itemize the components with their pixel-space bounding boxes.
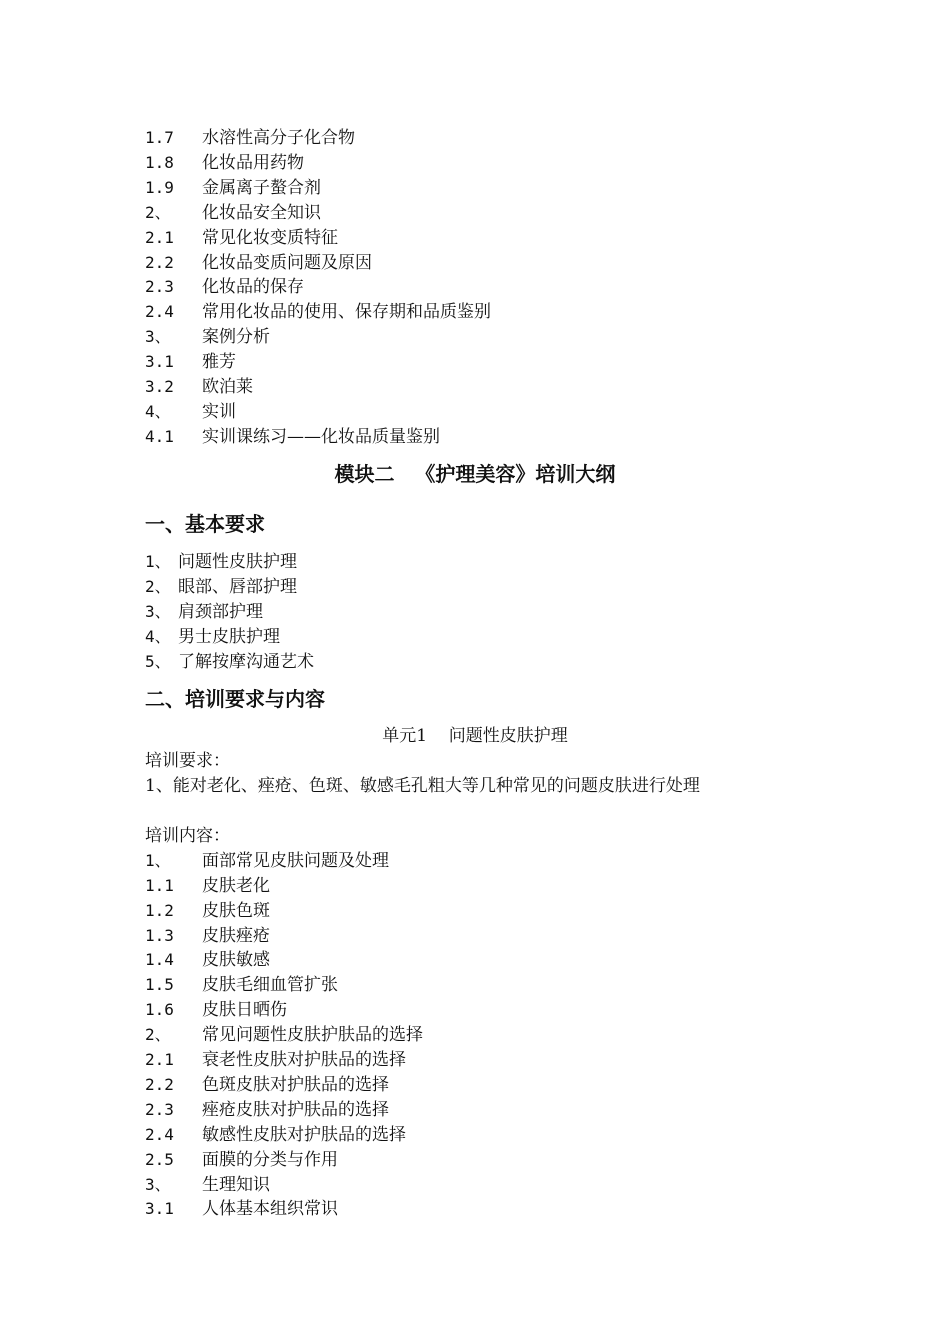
item-number: 4、 [145, 627, 171, 646]
list-item [145, 924, 270, 948]
list-item [145, 375, 253, 399]
list-item [145, 1073, 389, 1097]
item-number: 2、 [145, 203, 171, 222]
list-item [145, 575, 297, 599]
list-item [145, 226, 338, 250]
item-text: 化妆品的保存 [202, 277, 304, 297]
item-number: 1.2 [145, 901, 174, 920]
list-item [145, 849, 389, 873]
list-item [145, 400, 236, 424]
requirement-text: 1、能对老化、痤疮、色斑、敏感毛孔粗大等几种常见的问题皮肤进行处理 [145, 776, 700, 796]
list-item [145, 1123, 406, 1147]
item-text: 金属离子螯合剂 [202, 178, 321, 198]
list-item [145, 350, 236, 374]
item-text: 面膜的分类与作用 [202, 1150, 338, 1170]
item-text: 生理知识 [202, 1175, 270, 1195]
item-text: 衰老性皮肤对护肤品的选择 [202, 1050, 406, 1070]
item-text: 常用化妆品的使用、保存期和品质鉴别 [202, 302, 491, 322]
item-number: 1.7 [145, 128, 174, 147]
item-text: 皮肤日晒伤 [202, 1000, 287, 1020]
item-text: 雅芳 [202, 352, 236, 372]
unit-title: 单元1 问题性皮肤护理 [382, 726, 568, 746]
item-number: 2.2 [145, 253, 174, 272]
item-text: 皮肤敏感 [202, 950, 270, 970]
list-item [145, 425, 440, 449]
list-item [145, 1023, 423, 1047]
item-number: 2.4 [145, 302, 174, 321]
item-number: 1.9 [145, 178, 174, 197]
list-item [145, 1197, 338, 1221]
item-text: 化妆品用药物 [202, 153, 304, 173]
item-text: 欧泊莱 [202, 377, 253, 397]
item-text: 眼部、唇部护理 [178, 577, 297, 597]
item-number: 2.3 [145, 277, 174, 296]
list-item [145, 948, 270, 972]
list-item [145, 625, 280, 649]
item-text: 化妆品安全知识 [202, 203, 321, 223]
item-number: 3.2 [145, 377, 174, 396]
item-text: 化妆品变质问题及原因 [202, 253, 372, 273]
item-number: 2.5 [145, 1150, 174, 1169]
list-item [145, 126, 355, 150]
item-text: 水溶性高分子化合物 [202, 128, 355, 148]
item-text: 敏感性皮肤对护肤品的选择 [202, 1125, 406, 1145]
item-text: 肩颈部护理 [178, 602, 263, 622]
list-item [145, 600, 263, 624]
list-item [145, 325, 270, 349]
item-text: 皮肤老化 [202, 876, 270, 896]
list-item [145, 998, 287, 1022]
item-text: 实训课练习——化妆品质量鉴别 [202, 427, 440, 447]
item-text: 了解按摩沟通艺术 [178, 652, 314, 672]
section-heading-basic-requirements: 一、基本要求 [145, 512, 265, 536]
item-text: 人体基本组织常识 [202, 1199, 338, 1219]
list-item [145, 151, 304, 175]
list-item [145, 1048, 406, 1072]
list-item [145, 973, 338, 997]
list-item [145, 1173, 270, 1197]
list-item [145, 1148, 338, 1172]
list-item [145, 201, 321, 225]
requirements-label: 培训要求： [145, 751, 230, 771]
item-text: 痤疮皮肤对护肤品的选择 [202, 1100, 389, 1120]
list-item [145, 550, 297, 574]
item-text: 常见化妆变质特征 [202, 228, 338, 248]
list-item [145, 275, 304, 299]
item-number: 1.3 [145, 926, 174, 945]
item-text: 色斑皮肤对护肤品的选择 [202, 1075, 389, 1095]
item-text: 案例分析 [202, 327, 270, 347]
item-number: 3.1 [145, 1199, 174, 1218]
item-number: 2.3 [145, 1100, 174, 1119]
item-number: 3.1 [145, 352, 174, 371]
item-text: 皮肤毛细血管扩张 [202, 975, 338, 995]
item-number: 3、 [145, 602, 171, 621]
item-number: 1.4 [145, 950, 174, 969]
item-number: 4.1 [145, 427, 174, 446]
item-number: 1.1 [145, 876, 174, 895]
list-item [145, 176, 321, 200]
item-number: 5、 [145, 652, 171, 671]
item-text: 实训 [202, 402, 236, 422]
item-number: 2、 [145, 1025, 171, 1044]
content-label: 培训内容： [145, 826, 230, 846]
item-number: 3、 [145, 1175, 171, 1194]
item-text: 男士皮肤护理 [178, 627, 280, 647]
list-item [145, 874, 270, 898]
item-number: 1.6 [145, 1000, 174, 1019]
item-number: 2.1 [145, 1050, 174, 1069]
item-number: 1.8 [145, 153, 174, 172]
item-number: 4、 [145, 402, 171, 421]
item-number: 1、 [145, 851, 171, 870]
module-title: 模块二 《护理美容》培训大纲 [334, 462, 616, 486]
list-item [145, 300, 491, 324]
list-item [145, 650, 314, 674]
item-number: 2.1 [145, 228, 174, 247]
item-text: 皮肤色斑 [202, 901, 270, 921]
item-text: 皮肤痤疮 [202, 926, 270, 946]
item-number: 3、 [145, 327, 171, 346]
item-text: 常见问题性皮肤护肤品的选择 [202, 1025, 423, 1045]
item-number: 1、 [145, 552, 171, 571]
item-number: 1.5 [145, 975, 174, 994]
item-number: 2.2 [145, 1075, 174, 1094]
list-item [145, 1098, 389, 1122]
list-item [145, 899, 270, 923]
item-number: 2.4 [145, 1125, 174, 1144]
list-item [145, 251, 372, 275]
item-number: 2、 [145, 577, 171, 596]
item-text: 面部常见皮肤问题及处理 [202, 851, 389, 871]
section-heading-training-content: 二、培训要求与内容 [145, 687, 325, 711]
item-text: 问题性皮肤护理 [178, 552, 297, 572]
